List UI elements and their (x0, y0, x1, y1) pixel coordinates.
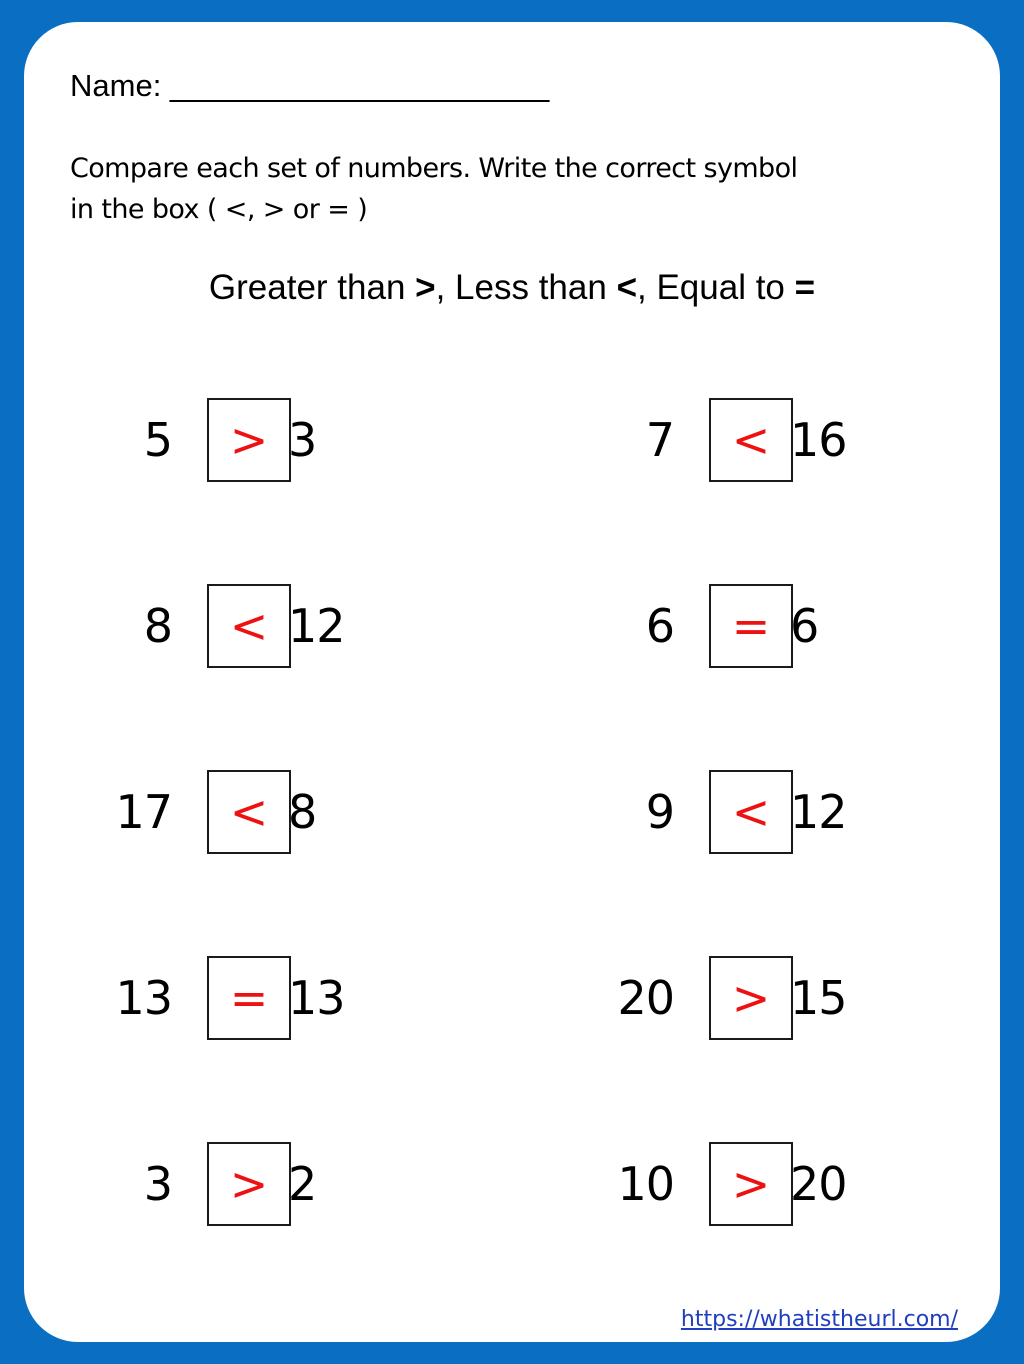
problem-pair (566, 584, 986, 668)
answer-box: = (207, 956, 291, 1040)
legend-greater-text: Greater than (208, 268, 416, 307)
answer-box: > (709, 956, 793, 1040)
legend-greater-symbol: > (415, 268, 436, 307)
answer-box: > (207, 1142, 291, 1226)
problem-pair (566, 956, 986, 1040)
second-number: 20 (790, 1157, 847, 1211)
second-number: 13 (288, 971, 345, 1025)
problem-pair (64, 398, 484, 482)
instructions-line-1: Compare each set of numbers. Write the correct symbol (70, 153, 798, 184)
second-number: 6 (790, 599, 819, 653)
second-number: 12 (790, 785, 847, 839)
source-url-link[interactable]: https://whatistheurl.com/ (680, 1307, 958, 1332)
problem-pair (64, 584, 484, 668)
problem-pair (64, 1142, 484, 1226)
second-number: 8 (288, 785, 317, 839)
answer-box: < (709, 398, 793, 482)
problem-row (24, 1142, 1000, 1226)
problem-row (24, 770, 1000, 854)
problem-grid (24, 398, 1000, 1278)
second-number: 2 (288, 1157, 317, 1211)
instructions (70, 148, 950, 230)
name-field-label: Name: ______________________ (70, 68, 550, 103)
legend-less-text: , Less than (435, 268, 617, 307)
problem-pair (566, 770, 986, 854)
problem-pair (64, 956, 484, 1040)
answer-box: < (207, 770, 291, 854)
answer-box: = (709, 584, 793, 668)
first-number: 17 (115, 785, 172, 839)
first-number: 13 (115, 971, 172, 1025)
worksheet-page (24, 22, 1000, 1342)
first-number: 20 (617, 971, 674, 1025)
instructions-line-2: in the box ( <, > or = ) (70, 194, 368, 225)
first-number: 8 (143, 599, 172, 653)
problem-row (24, 584, 1000, 668)
problem-pair (64, 770, 484, 854)
second-number: 16 (790, 413, 847, 467)
second-number: 12 (288, 599, 345, 653)
problem-row (24, 956, 1000, 1040)
first-number: 7 (645, 413, 674, 467)
answer-box: < (207, 584, 291, 668)
symbol-legend (24, 268, 1000, 308)
legend-less-symbol: < (616, 268, 638, 307)
first-number: 3 (143, 1157, 172, 1211)
second-number: 3 (288, 413, 317, 467)
problem-pair (566, 1142, 986, 1226)
legend-equal-symbol: = (794, 268, 816, 307)
answer-box: < (709, 770, 793, 854)
legend-equal-text: , Equal to (637, 268, 795, 307)
first-number: 6 (645, 599, 674, 653)
first-number: 5 (143, 413, 172, 467)
second-number: 15 (790, 971, 847, 1025)
answer-box: > (709, 1142, 793, 1226)
first-number: 9 (645, 785, 674, 839)
first-number: 10 (617, 1157, 674, 1211)
answer-box: > (207, 398, 291, 482)
problem-row (24, 398, 1000, 482)
problem-pair (566, 398, 986, 482)
